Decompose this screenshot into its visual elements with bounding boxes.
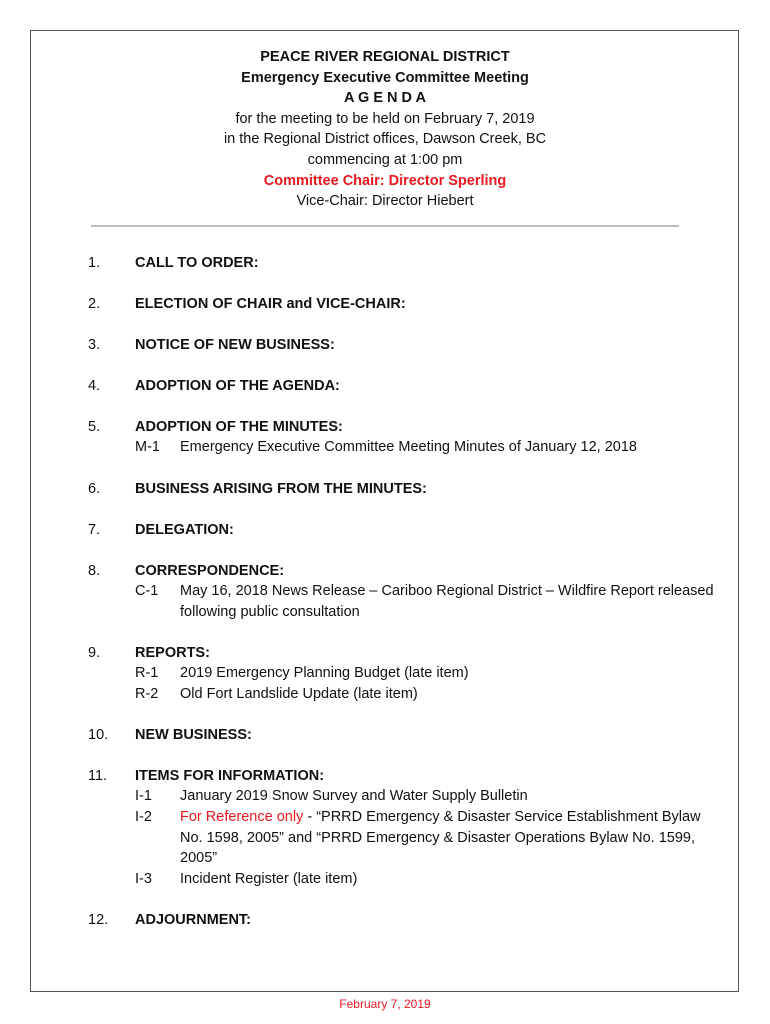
item-title: ADOPTION OF THE MINUTES: xyxy=(135,419,343,435)
sub-item-code: C-1 xyxy=(135,583,159,599)
item-number: 11. xyxy=(88,768,108,784)
item-number: 4. xyxy=(88,378,101,394)
item-number: 8. xyxy=(88,563,101,579)
sub-item-code: R-1 xyxy=(135,665,159,681)
item-number: 9. xyxy=(88,645,101,661)
sub-item-code: I-2 xyxy=(135,809,152,825)
item-title: CALL TO ORDER: xyxy=(135,255,259,271)
item-number: 3. xyxy=(88,337,101,353)
sub-item-link[interactable] xyxy=(180,807,725,869)
sub-item-link[interactable]: 2019 Emergency Planning Budget (late item) xyxy=(180,665,469,681)
item-title: CORRESPONDENCE: xyxy=(135,563,285,579)
sub-item-text: - “PRRD Emergency & Disaster Service Establishment Bylaw No. 1598, 2005” and “PRRD Emergency & Disaster Operations Bylaw No. 1599, 2005” xyxy=(180,809,701,867)
sub-item-link[interactable]: Old Fort Landslide Update (late item) xyxy=(180,686,418,702)
sub-item-code: I-3 xyxy=(135,871,152,887)
footer-date: February 7, 2019 xyxy=(339,997,431,1011)
item-number: 10. xyxy=(88,727,109,743)
item-title: ADJOURNMENT: xyxy=(135,912,251,928)
item-number: 6. xyxy=(88,481,101,497)
item-title: ADOPTION OF THE AGENDA: xyxy=(135,378,340,394)
reference-only-note: For Reference only xyxy=(180,809,304,825)
item-title: NOTICE OF NEW BUSINESS: xyxy=(135,337,335,353)
committee-chair: Committee Chair: Director Sperling xyxy=(263,172,507,189)
sub-item-code: I-1 xyxy=(135,788,152,804)
item-title: ITEMS FOR INFORMATION: xyxy=(135,768,325,784)
item-number: 5. xyxy=(88,419,101,435)
item-title: DELEGATION: xyxy=(135,522,234,538)
meeting-name: Emergency Executive Committee Meeting xyxy=(241,69,529,86)
item-title: BUSINESS ARISING FROM THE MINUTES: xyxy=(135,481,427,497)
sub-item-code: M-1 xyxy=(135,439,160,455)
org-name: PEACE RIVER REGIONAL DISTRICT xyxy=(260,49,510,65)
sub-item-code: R-2 xyxy=(135,686,159,702)
sub-item-link[interactable]: Incident Register (late item) xyxy=(180,871,358,887)
meeting-location-line: in the Regional District offices, Dawson Creek, BC xyxy=(223,131,547,148)
item-title: ELECTION OF CHAIR and VICE-CHAIR: xyxy=(135,296,406,312)
item-number: 2. xyxy=(88,296,101,312)
meeting-date-line: for the meeting to be held on February 7, 2019 xyxy=(235,110,535,127)
item-title: REPORTS: xyxy=(135,645,210,661)
sub-item-link[interactable]: May 16, 2018 News Release – Cariboo Regional District – Wildfire Report released following public consultation xyxy=(180,583,714,620)
sub-item-link[interactable]: Emergency Executive Committee Meeting Minutes of January 12, 2018 xyxy=(180,439,637,455)
item-number: 12. xyxy=(88,912,109,928)
meeting-time-line: commencing at 1:00 pm xyxy=(307,151,463,168)
sub-item-link[interactable]: January 2019 Snow Survey and Water Supply Bulletin xyxy=(180,788,528,804)
item-number: 1. xyxy=(88,255,101,271)
item-number: 7. xyxy=(88,522,101,538)
item-title: NEW BUSINESS: xyxy=(135,727,252,743)
agenda-heading: A G E N D A xyxy=(344,90,426,107)
vice-chair: Vice-Chair: Director Hiebert xyxy=(296,193,474,210)
